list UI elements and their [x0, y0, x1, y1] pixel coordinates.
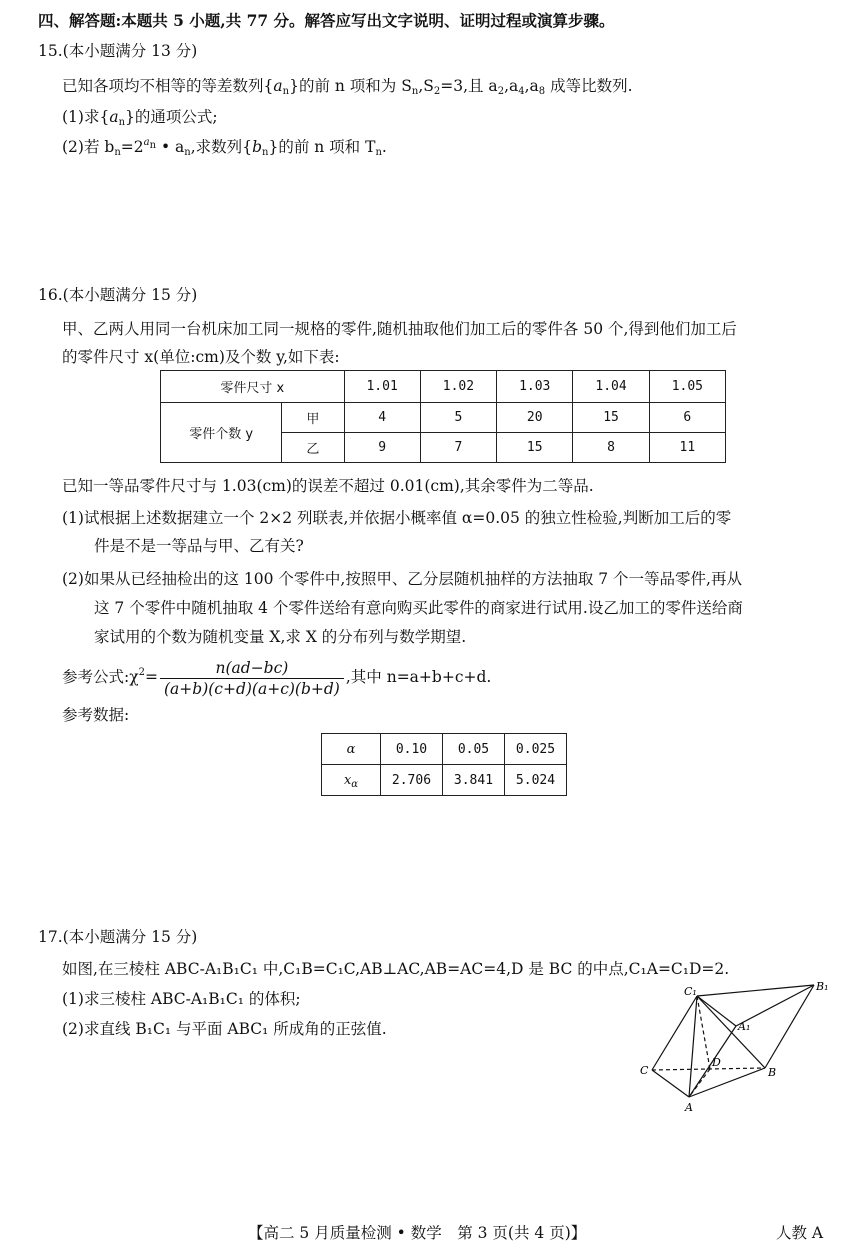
x-alpha-label: $x_\alpha$: [322, 765, 381, 796]
q15-part1: (1)求$\{a_n\}$的通项公式;: [62, 108, 218, 128]
yi-count-cell: 9: [344, 433, 420, 463]
alpha-label: α: [322, 734, 381, 765]
alpha-cell: 0.05: [442, 734, 504, 765]
q16-part1-line1: (1)试根据上述数据建立一个 2×2 列联表,并依据小概率值 α=0.05 的独立性检验,判断加工后的零: [62, 509, 732, 527]
size-cell: 1.05: [649, 371, 725, 403]
formula-fraction: $\frac{n(ad-bc)}{(a+b)(c+d)(a+c)(b+d)}$: [160, 658, 344, 699]
x-alpha-cell: 2.706: [380, 765, 442, 796]
size-cell: 1.03: [497, 371, 573, 403]
alpha-cell: 0.10: [380, 734, 442, 765]
section-heading: 四、解答题:本题共 5 小题,共 77 分。解答应写出文字说明、证明过程或演算步骤。: [38, 11, 615, 30]
yi-count-cell: 15: [497, 433, 573, 463]
q15-intro: 已知各项均不相等的等差数列$\{a_n\}$的前 n 项和为 $S_n,S_2=3$,且 $a_2,a_4,a_8$ 成等比数列.: [62, 77, 633, 97]
q16-part2-line1: (2)如果从已经抽检出的这 100 个零件中,按照甲、乙分层随机抽样的方法抽取 7 个一等品零件,再从: [62, 570, 742, 588]
q16-intro-line2: 的零件尺寸 x(单位:cm)及个数 y,如下表:: [62, 348, 340, 366]
jia-count-cell: 15: [573, 403, 649, 433]
q17-part1: (1)求三棱柱 ABC-A₁B₁C₁ 的体积;: [62, 990, 301, 1008]
jia-count-cell: 6: [649, 403, 725, 433]
label-b: B: [768, 1066, 777, 1079]
q16-note: 已知一等品零件尺寸与 1.03(cm)的误差不超过 0.01(cm),其余零件为二等品.: [62, 477, 594, 495]
yi-count-cell: 11: [649, 433, 725, 463]
x-alpha-cell: 5.024: [504, 765, 566, 796]
alpha-cell: 0.025: [504, 734, 566, 765]
jia-count-cell: 20: [497, 403, 573, 433]
x-alpha-cell: 3.841: [442, 765, 504, 796]
size-cell: 1.01: [344, 371, 420, 403]
q16-head: 16.(本小题满分 15 分): [38, 286, 198, 304]
parts-table: [160, 370, 726, 463]
yi-label: 乙: [282, 433, 344, 463]
jia-label: 甲: [282, 403, 344, 433]
label-c: C: [640, 1064, 649, 1077]
jia-count-cell: 5: [420, 403, 496, 433]
size-cell: 1.02: [420, 371, 496, 403]
reference-formula: 参考公式$:\chi^2=$ $\frac{n(ad-bc)}{(a+b)(c+d)(a+c)(b+d)}$ ,其中 n=a+b+c+d.: [62, 658, 492, 698]
q15-head: 15.(本小题满分 13 分): [38, 42, 198, 60]
footer-center: 【高二 5 月质量检测 • 数学 第 3 页(共 4 页)】: [248, 1224, 587, 1242]
prism-figure: [632, 980, 832, 1115]
yi-count-cell: 7: [420, 433, 496, 463]
q16-part2-line2: 这 7 个零件中随机抽取 4 个零件送给有意向购买此零件的商家进行试用.设乙加工的零件送给商: [94, 599, 743, 617]
yi-count-cell: 8: [573, 433, 649, 463]
label-c1: C₁: [684, 985, 697, 998]
footer-right: 人教 A: [776, 1224, 824, 1242]
size-cell: 1.04: [573, 371, 649, 403]
reference-table: [321, 733, 567, 796]
label-a1: A₁: [738, 1020, 751, 1033]
label-a: A: [685, 1101, 693, 1114]
count-label: 零件个数 y: [161, 403, 282, 463]
size-label: 零件尺寸 x: [161, 371, 345, 403]
reference-data-label: 参考数据:: [62, 706, 130, 724]
jia-count-cell: 4: [344, 403, 420, 433]
q15-part2: (2)若 $b_n=2^{a_n}$ • $a_n$,求数列$\{b_n\}$的前 n 项和 $T_n$.: [62, 137, 387, 158]
q16-part1-line2: 件是不是一等品与甲、乙有关?: [94, 537, 304, 555]
q16-intro-line1: 甲、乙两人用同一台机床加工同一规格的零件,随机抽取他们加工后的零件各 50 个,得到他们加工后: [62, 320, 737, 338]
q17-head: 17.(本小题满分 15 分): [38, 928, 198, 946]
label-d: D: [712, 1056, 721, 1069]
label-b1: B₁: [816, 980, 829, 993]
q16-part2-line3: 家试用的个数为随机变量 X,求 X 的分布列与数学期望.: [94, 628, 467, 646]
q17-intro: 如图,在三棱柱 ABC-A₁B₁C₁ 中,C₁B=C₁C,AB⊥AC,AB=AC=4,D 是 BC 的中点,C₁A=C₁D=2.: [62, 960, 730, 978]
q17-part2: (2)求直线 B₁C₁ 与平面 ABC₁ 所成角的正弦值.: [62, 1020, 387, 1038]
